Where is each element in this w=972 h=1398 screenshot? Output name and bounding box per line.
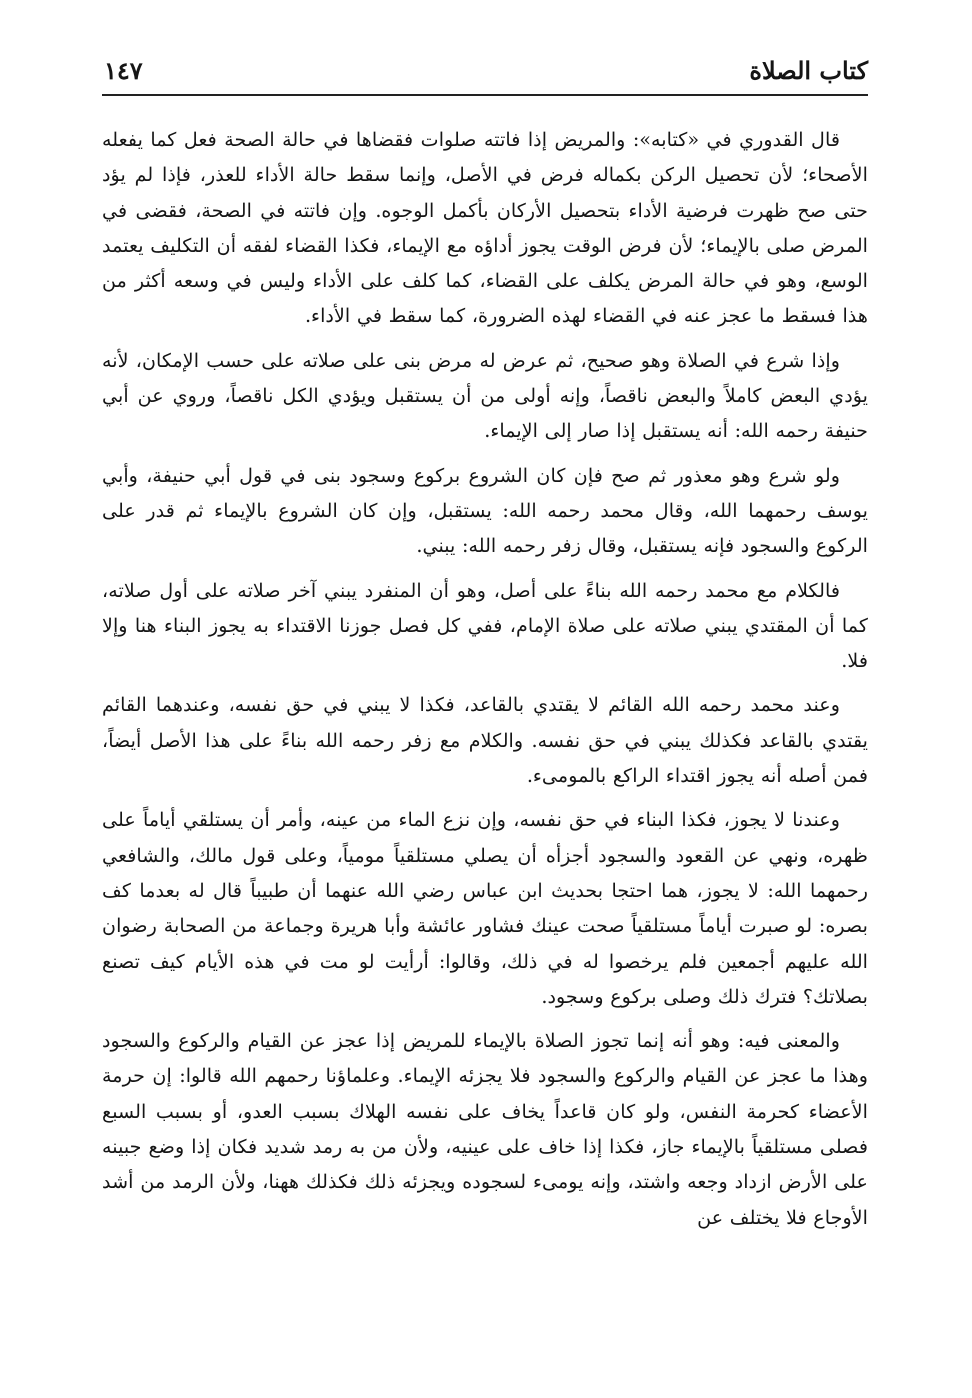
paragraph: قال القدوري في «كتابه»: والمريض إذا فاتته صلوات فقضاها في حالة الصحة فعل كما يفعله الأصحاء؛ لأن تحصيل الركن بكماله فرض في الأصل، وإنما سقط حالة الأداء للعذر، فإذا لم يؤد حتى صح ظهرت فرضية الأداء بتحصيل الأركان بأكمل الوجوه. وإن فاتته في الصحة، فقضى في المرض صلى بالإيماء؛ لأن فرض الوقت يجوز أداؤه مع الإيماء، فكذا القضاء لفقه أن التكليف يعتمد الوسع، وهو في حالة المرض يكلف على القضاء، كما كلف على الأداء وليس في وسعه أكثر من هذا فسقط ما عجز عنه في القضاء لهذه الضرورة، كما سقط في الأداء. xyxy=(102,128,868,328)
paragraph: وعند محمد رحمه الله القائم لا يقتدي بالقاعد، فكذا لا يبني في حق نفسه، وعندهما القائم يقتدي بالقاعد فكذلك يبني في حق نفسه. والكلام مع زفر رحمه الله بناءً على هذا الأصل أيضاً، فمن أصله أنه يجوز اقتداء الراكع بالمومىء. xyxy=(102,693,868,788)
running-header xyxy=(102,50,868,96)
body-text xyxy=(102,122,868,1235)
chapter-title: كتاب الصلاة xyxy=(749,56,868,85)
paragraph: ولو شرع وهو معذور ثم صح فإن كان الشروع بركوع وسجود بنى في قول أبي حنيفة، وأبي يوسف رحمهما الله، وقال محمد رحمه الله: يستقبل، وإن كان الشروع بالإيماء ثم قدر على الركوع والسجود فإنه يستقبل، وقال زفر رحمه الله: يبني. xyxy=(102,463,868,558)
paragraph: والمعنى فيه: وهو أنه إنما تجوز الصلاة بالإيماء للمريض إذا عجز عن القيام والركوع والسجود وهذا ما عجز عن القيام والركوع والسجود فلا يجزئه الإيماء. وعلماؤنا رحمهم الله قالوا: إن حرمة الأعضاء كحرمة النفس، ولو كان قاعداً يخاف على نفسه الهلاك بسبب العدو، أو بسبب السبع فصلى مستلقياً بالإيماء جاز، فكذا إذا خاف على عينيه، ولأن من به رمد شديد فكان إذا وضع جبينه على الأرض ازداد وجعه واشتد، وإنه يومىء لسجوده ويجزئه ذلك فكذلك ههنا، ولأن الرمد من أشد الأوجاع فلا يختلف عن xyxy=(102,1029,868,1229)
book-page xyxy=(102,50,868,1380)
paragraph: وإذا شرع في الصلاة وهو صحيح، ثم عرض له مرض بنى على صلاته على حسب الإمكان، لأنه يؤدي البعض كاملاً والبعض ناقصاً، وإنه أولى من أن يستقبل ويؤدي الكل ناقصاً، وروي عن أبي حنيفة رحمه الله: أنه يستقبل إذا صار إلى الإيماء. xyxy=(102,348,868,443)
page-number: ١٤٧ xyxy=(104,56,143,85)
paragraph: فالكلام مع محمد رحمه الله بناءً على أصل، وهو أن المنفرد يبني آخر صلاته على أول صلاته، كما أن المقتدي يبني صلاته على صلاة الإمام، ففي كل فصل جوزنا الاقتداء به يجوز البناء هنا وإلا فلا. xyxy=(102,578,868,673)
paragraph: وعندنا لا يجوز، فكذا البناء في حق نفسه، وإن نزع الماء من عينه، وأمر أن يستلقي أياماً على ظهره، ونهي عن القعود والسجود أجزأه أن يصلي مستلقياً مومياً، وعلى قول مالك، والشافعي رحمهما الله: لا يجوز، هما احتجا بحديث ابن عباس رضي الله عنهما أن طبيباً قال له بعدما كف بصره: لو صبرت أياماً مستلقياً صحت عينك فشاور عائشة وأبا هريرة وجماعة من الصحابة رضوان الله عليهم أجمعين فلم يرخصوا له في ذلك، وقالوا: أرأيت لو مت في هذه الأيام كيف تصنع بصلاتك؟ فترك ذلك وصلى بركوع وسجود. xyxy=(102,808,868,1008)
